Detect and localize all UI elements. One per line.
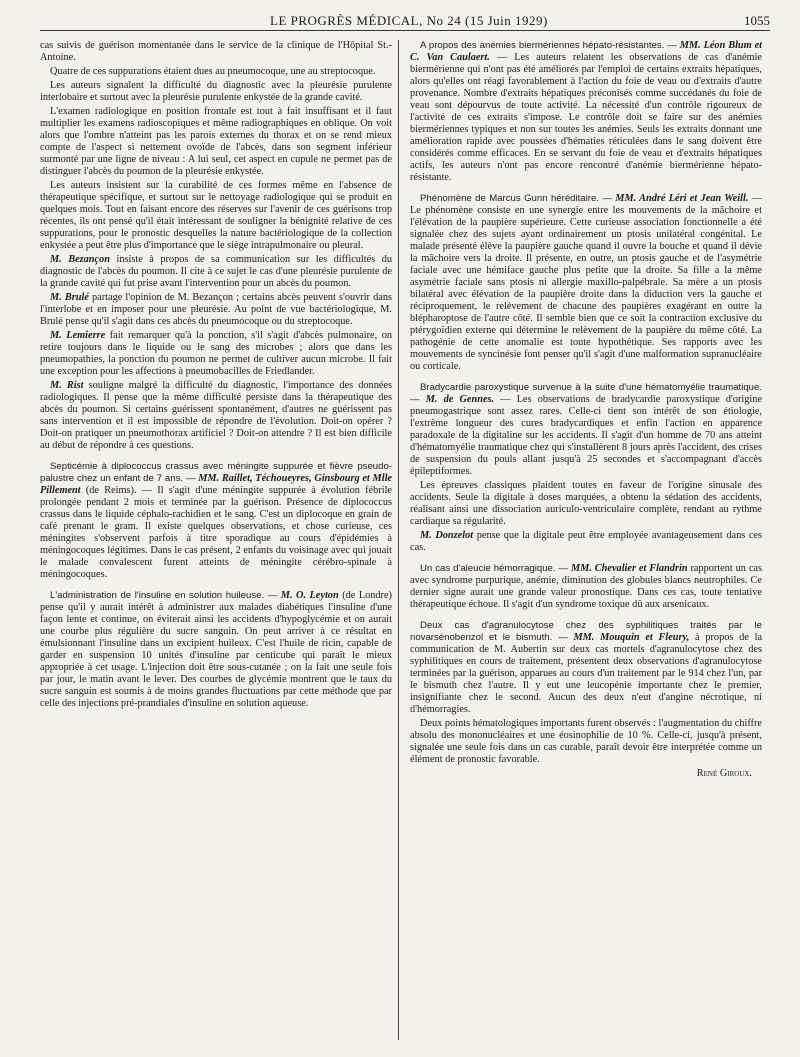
author: M. de Gennes. <box>425 394 495 405</box>
column-divider <box>398 40 399 1040</box>
paragraph: Les auteurs signalent la difficulté du diagnostic avec la pleurésie purulente interlobaire et surtout avec la pleurésie purulente enkystée de la grande cavité. <box>40 80 392 103</box>
paragraph-text: pense que la digitale peut être employée avantageusement dans ces cas. <box>410 530 762 553</box>
section-insuline <box>40 590 392 710</box>
author: MM. Mouquin et Fleury, <box>573 632 690 643</box>
left-column <box>40 40 392 712</box>
author: M. Lemierre <box>50 330 106 341</box>
section-heading: Bradycardie paroxystique survenue à la suite d'une hématomyélie traumatique. — <box>410 382 762 405</box>
paragraph: Les auteurs insistent sur la curabilité de ces formes même en l'absence de thérapeutique spécifique, et surtout sur le nettoyage radiologique qui se produit en quelques mois. Tout en faisant encore des réserves sur l'avenir de ces guérisons trop récentes, ils ont pensé qu'il était intéressant de souligner la bénignité relative de ces suppurations, pour le pronostic desquelles la nature bactériologique de la collection enkystée a peut être plus d'importance que le siège intrapulmonaire ou pleural. <box>40 180 392 251</box>
author: MM. Raillet, Téchoueyres, Ginsbourg et Mlle Pillement <box>40 473 393 496</box>
author: MM. Léon Blum et C. Van Caulaert. <box>410 40 762 63</box>
paragraph-text: fait remarquer qu'à la ponction, s'il s'agit d'abcès pulmonaire, on retire toujours dans le liquide ou le sang des microbes ; alors que dans les pneumopathies, la ponction du poumon ne permet de cultiver aucun microbe. Il fait une exception pour les affections à pneumobacilles de Friedlander. <box>40 330 392 377</box>
paragraph-text: — Le phénomène consiste en une synergie entre les mouvements de la mâchoire et l'élévation de la paupière supérieure. Cette curieuse association fonctionnelle a été signalée chez des sujets ayant ordinairement un ptosis unilatéral congénital. Le malade présenté élève la paupière gauche quand il ouvre la bouche et quand il dévie la mâchoire vers la droite. Il présente, en outre, un ptosis gauche et de l'asymétrie faciale avec une hémiface gauche plus petite que la droite. Sa fille a la même asymétrie faciale sans ptosis ni allergie maxillo-palpébrale. Sa mère a un ptosis bilatéral avec élévation de la paupière droite dans la diduction vers la gauche et réciproquement, le relèvement de chacune des paupières exagérant en outre la blépharoptose de l'autre côté. Il semble bien que ce soit la contraction exclusive du ptérygoïdien externe qui détermine le relèvement de la paupière du même côté. La pathogénie de cette anomalie est toute hypothétique. Ses rapports avec les mouvements de syncinésie font penser qu'il s'agit d'une malformation supranucléaire ou corticale. <box>410 193 763 372</box>
paragraph-text: souligne malgré la difficulté du diagnostic, l'importance des données radiologiques. Il pense que la même difficulté persiste dans la thérapeutique des abcès du poumon. Si certains guérissent spontanément, d'autres ne guérissent pas sans intervention et il est impossible de répondre de l'évolution. Doit-on opérer ? Doit-on pratiquer un pneumothorax artificiel ? Doit-on attendre ? Il est bien difficile au début de répondre à ces questions. <box>40 380 392 451</box>
author: MM. André Léri et Jean Weill. <box>615 193 749 204</box>
section-marcus-gunn <box>410 193 762 373</box>
section-heading: A propos des anémies biermériennes hépato-résistantes. — <box>420 40 677 51</box>
section-septicemie <box>40 461 392 581</box>
section-heading: Septicémie à diplococcus crassus avec méningite suppurée et fièvre pseudo-palustre chez un enfant de 7 ans. — <box>40 461 392 484</box>
author: MM. Chevalier et Flandrin <box>571 563 688 574</box>
section-heading: Un cas d'aleucie hémorragique. — <box>420 563 569 574</box>
right-column <box>410 40 762 780</box>
paragraph: Deux points hématologiques importants furent observés : l'augmentation du chiffre absolu des mononucléaires et une éosinophilie de 10 %. Celle-ci, jusqu'à présent, signalée une seule fois dans un cas curable, paraît devoir être interprétée comme un élément de pronostic favorable. <box>410 718 762 765</box>
paragraph-text: partage l'opinion de M. Bezançon ; certains abcès peuvent s'ouvrir dans l'interlobe et en imposer pour une pleurésie. Au point de vue bactériologique, M. Brulé pense qu'il s'agit dans ces abcès du pneumocoque ou du streptocoque. <box>40 292 392 327</box>
author: M. Donzelot <box>420 530 474 541</box>
paragraph: cas suivis de guérison momentanée dans le service de la clinique de l'Hôpital St.-Antoine. <box>40 40 392 63</box>
paragraph: L'examen radiologique en position frontale est tout à fait insuffisant et il faut multiplier les examens radioscopiques et même radiographiques en oblique. On voit alors que l'ombre n'atteint pas les parois externes du thorax et on se rend mieux compte de l'aspect si nettement ovoïde de l'abcès, dans son segment inférieur surmonté par une ligne de niveau : A lui seul, cet aspect en cupule ne permet pas de distinguer l'abcès du poumon de la pleurésie enkystée. <box>40 106 392 177</box>
page-header <box>40 12 770 31</box>
author: M. O. Leyton <box>280 590 339 601</box>
paragraph <box>40 292 392 328</box>
signature: René Giroux. <box>696 768 752 779</box>
paragraph-text: Il s'agit d'une méningite suppurée à évolution fébrile prolongée pendant 2 mois et terminée par la guérison. Présence de diplococcus crassus dans le liquide céphalo-rachidien et le sang. C'est un diplocoque en grain de café prenant le gram. Il existe quelques observations, et chose curieuse, ces méningites s'observent parfois à titre sporadique au cours d'épidémies à méningocoques légitimes. Dans le cas présent, 2 enfants du voisinage avec qui jouait le malade convalescent furent atteints de méningite cérébro-spinale à méningocoques. <box>40 485 393 580</box>
section-heading: Deux cas d'agranulocytose chez des syphilitiques traités par le novarsénobenzol et le bismuth. — <box>410 620 762 643</box>
section-heading: L'administration de l'insuline en solution huileuse. — <box>50 590 278 601</box>
author-city: (de Reims). — <box>85 485 153 496</box>
author: M. Rist <box>50 380 84 391</box>
section-heading: Phénomène de Marcus Gunn héréditaire. — <box>420 193 612 204</box>
section-anemies <box>410 40 762 184</box>
paragraph <box>40 330 392 378</box>
section-aleucie <box>410 563 762 611</box>
paragraph <box>410 530 762 554</box>
paragraph-text: — Les auteurs relatent les observations de cas d'anémie biermérienne qui n'ont pas été améliorés par l'emploi de certains extraits hépatiques, alors qu'elles ont réagi favorablement à l'action du foie de veau ou d'extraits d'autre provenance. Nombre d'extraits hépatiques préconisés comme succédanés du foie de veau sont dépourvus de toute activité. La nécessité d'un contrôle rigoureux de l'activité de ces extraits s'impose. Le contrôle doit se faire sur des anémies biermériennes typiques et non sur toutes les anémies. Seuls les extraits donnant une amélioration rapide avec poussées d'hématies réticulées dans le sang doivent être considérés comme efficaces. En se servant du foie de veau et d'extraits hépatiques actifs, les auteurs n'ont pas encore rencontré d'anémie biermérienne hépato-résistante. <box>410 52 762 183</box>
page-number: 1055 <box>744 13 770 28</box>
paragraph-text: à propos de la communication de M. Aubertin sur deux cas mortels d'agranulocytose chez des syphilitiques en cours de traitement, présentent deux observations d'agranulocytose terminées par la guérison, apparues au cours d'un traitement par le 914 chez l'un, par le bismuth chez l'autre. Il y eut une leucopénie importante chez le premier, insignifiante chez le second. Aucun des deux n'eut d'angine nécrotique, ni d'hémorragies. <box>410 632 763 715</box>
author: M. Bezançon <box>50 254 110 265</box>
journal-title: LE PROGRÈS MÉDICAL, No 24 (15 Juin 1929) <box>270 13 548 28</box>
paragraph-text: rapportent un cas avec syndrome purpurique, anémie, diminution des globules blancs neutrophiles. Ce dernier signe aurait une grande valeur pronostique. Dans ces cas, toute tentative thérapeutique échoue. Il s'agit d'un syndrome toxique dû aux arsenicaux. <box>410 563 762 610</box>
paragraph: Les épreuves classiques plaident toutes en faveur de l'origine sinusale des accidents. Seule la digitale à doses marquées, a obtenu la sédation des accidents, réalisant ainsi une dissociation auriculo-ventriculaire complète, rendant au rythme cardiaque sa régularité. <box>410 480 762 527</box>
section-agranulocytose <box>410 620 762 716</box>
paragraph: Quatre de ces suppurations étaient dues au pneumocoque, une au streptocoque. <box>50 66 376 77</box>
paragraph <box>40 380 392 452</box>
paragraph-text: (de Londre) pense qu'il y aurait intérêt à administrer aux malades diabétiques l'insuline d'une façon lente et continue, on éviterait ainsi les accidents d'hypoglycémie et on aurait une courbe plus régulière du sucre sanguin. On peut arriver à ce résultat en émulsionnant l'insuline dans un excipient huileux. C'est l'huile de ricin, capable de garder en suspension 10 unités d'insuline par centicube qui paraît le mieux appropriée à cet usage. L'injection doit être sous-cutanée ; on la fait une seule fois par jour, le matin avant le lever. Des courbes de glycémie montrent que le taux du sucre sanguin est soumis à de moins grandes fluctuations par cette méthode que par celle des injections pré-prandiales d'insuline en solution aqueuse. <box>40 590 392 709</box>
section-bradycardie <box>410 382 762 478</box>
paragraph-text: — Les observations de bradycardie paroxystique d'origine pneumogastrique sont assez rares. Celle-ci tient son intérêt de son étiologie, l'extrême longueur des cures bradycardiques et enfin l'action en apparence paradoxale de la digitaline sur les accidents. Il s'agit d'un homme de 70 ans atteint d'hématomyélie traumatique chez qui s'installèrent 8 jours après l'accident, des crises de suspension du pouls allant jusqu'à 25 secondes et s'accompagnant d'accès épileptiformes. <box>410 394 763 477</box>
paragraph-text: insiste à propos de sa communication sur les difficultés du diagnostic de l'abcès du poumon. Il cite à ce sujet le cas d'une pleurésie purulente de la grande cavité qui fut prise avant l'intervention pour un abcès du poumon. <box>40 254 392 289</box>
paragraph <box>40 254 392 290</box>
author: M. Brulé <box>50 292 89 303</box>
